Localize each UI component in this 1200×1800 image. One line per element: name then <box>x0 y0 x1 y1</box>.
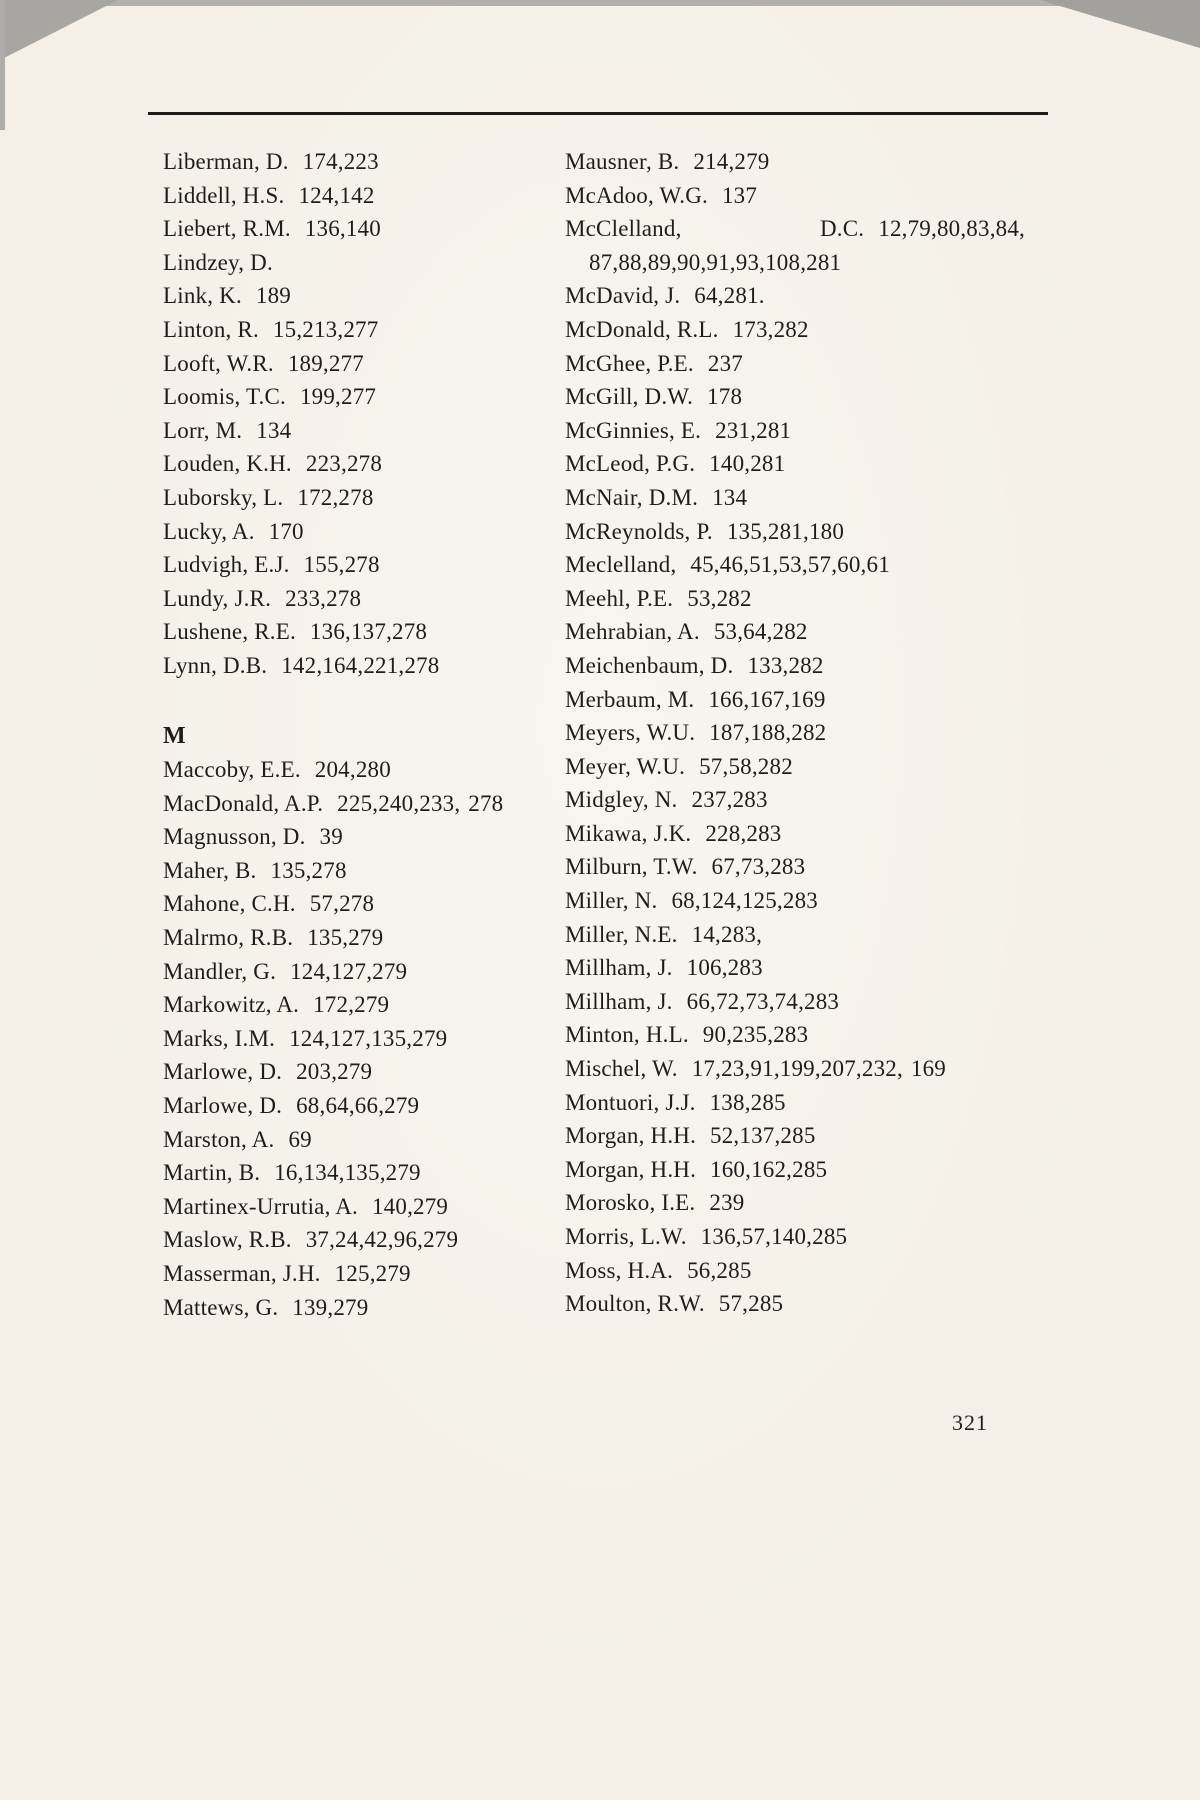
index-entry <box>565 179 1025 213</box>
page-numbers: 189,277 <box>287 350 364 376</box>
index-entry <box>163 548 513 582</box>
author-name: Lucky, A. <box>163 518 255 544</box>
author-name: MacDonald, A.P. <box>163 790 324 816</box>
author-name: McGhee, P.E. <box>565 350 694 376</box>
author-name: Mehrabian, A. <box>565 619 700 645</box>
page-numbers: 37,24,42,96,279 <box>305 1227 459 1253</box>
author-name: Marlowe, D. <box>163 1059 283 1085</box>
author-name: Miller, N. <box>565 888 658 914</box>
index-entry <box>565 615 1025 649</box>
author-name: McDonald, R.L. <box>565 316 719 342</box>
index-entry <box>565 1186 1025 1220</box>
horizontal-rule <box>148 112 1048 115</box>
page-numbers: 173,282 <box>732 316 809 342</box>
page-numbers: 53,64,282 <box>713 619 808 645</box>
author-name: Ludvigh, E.J. <box>163 552 290 578</box>
author-name: Lushene, R.E. <box>163 619 296 645</box>
page-numbers: 90,235,283 <box>702 1022 809 1048</box>
page-numbers: 68,64,66,279 <box>296 1093 420 1119</box>
index-entry <box>163 955 513 989</box>
index-entry <box>163 582 513 616</box>
author-name: Maccoby, E.E. <box>163 757 301 783</box>
index-entry <box>565 783 1025 817</box>
page-numbers: 124,127,135,279 <box>289 1025 448 1051</box>
page-numbers: 199,277 <box>299 384 377 410</box>
author-name: Mahone, C.H. <box>163 891 296 917</box>
author-name: McAdoo, W.G. <box>565 182 708 208</box>
page-numbers: 16,134,135,279 <box>274 1160 421 1186</box>
author-name: Martin, B. <box>163 1160 261 1186</box>
page-numbers: 124,127,279 <box>290 958 408 984</box>
author-name: Markowitz, A. <box>163 992 300 1018</box>
author-name: Marks, I.M. <box>163 1025 276 1051</box>
index-entry <box>163 1291 513 1325</box>
author-name: Meyers, W.U. <box>565 720 696 746</box>
index-entry <box>565 414 1025 448</box>
page-numbers: 68,124,125,283 <box>671 888 818 914</box>
author-name: Mischel, W. <box>565 1056 678 1082</box>
index-entry <box>565 313 1025 347</box>
section-letter-m: M <box>163 722 186 749</box>
author-name: McClelland, D.C. <box>565 216 865 242</box>
author-name: Marston, A. <box>163 1126 275 1152</box>
page-numbers: 223,278 <box>305 451 383 477</box>
index-entry <box>163 1257 513 1291</box>
index-entry <box>565 649 1025 683</box>
author-name: Montuori, J.J. <box>565 1089 696 1115</box>
author-name: McReynolds, P. <box>565 518 713 544</box>
author-name: Morris, L.W. <box>565 1224 687 1249</box>
index-entry <box>565 1254 1025 1288</box>
author-name: Minton, H.L. <box>565 1022 689 1048</box>
page-numbers: 15,213,277 <box>272 316 379 342</box>
author-name: Midgley, N. <box>565 787 678 813</box>
index-entry <box>163 481 513 515</box>
page-numbers: 133,282 <box>747 652 824 678</box>
page-numbers: 237 <box>707 350 743 376</box>
page-numbers: 178 <box>707 384 743 410</box>
page-numbers: 69 <box>288 1126 312 1152</box>
index-entry <box>163 1223 513 1257</box>
page-numbers: 57,278 <box>309 891 375 917</box>
page-numbers: 67,73,283 <box>711 854 806 880</box>
index-entry <box>163 347 513 381</box>
page-numbers: 135,281,180 <box>726 518 845 544</box>
index-entry <box>565 515 1025 549</box>
page-numbers: 124,142 <box>298 182 375 208</box>
author-name: Maslow, R.B. <box>163 1227 292 1253</box>
page-numbers: 138,285 <box>709 1089 786 1115</box>
page-numbers: 239 <box>709 1190 745 1216</box>
index-entry <box>565 279 1025 313</box>
index-entry <box>163 414 513 448</box>
index-entry <box>565 1052 1025 1086</box>
index-entry <box>163 1190 513 1224</box>
index-entry <box>565 1018 1025 1052</box>
page-numbers: 237,283 <box>691 787 768 813</box>
page-numbers: 214,279 <box>693 149 770 174</box>
page-numbers: 56,285 <box>687 1257 752 1283</box>
page-numbers: 172,278 <box>297 484 374 510</box>
index-entry <box>163 854 513 888</box>
page-numbers: 139,279 <box>292 1294 369 1320</box>
author-name: Link, K. <box>163 283 242 309</box>
page-numbers: 12,79,80,83,84, 87,88,89,90,91,93,108,281 <box>589 216 1025 275</box>
author-name: Morosko, I.E. <box>565 1190 696 1216</box>
page-numbers: 134 <box>256 417 292 443</box>
index-entry <box>565 918 1025 952</box>
page-numbers: 166,167,169 <box>708 686 826 712</box>
index-entry <box>163 447 513 481</box>
index-entry <box>163 820 513 854</box>
index-entry <box>565 817 1025 851</box>
index-entry <box>163 1055 513 1089</box>
page-numbers: 57,58,282 <box>699 753 793 779</box>
page-numbers: 225,240,233, 278 <box>337 790 504 816</box>
page-numbers: 64,281. <box>694 283 765 309</box>
page-numbers: 137 <box>721 182 758 208</box>
author-name: Milburn, T.W. <box>565 854 698 880</box>
author-name: McGinnies, E. <box>565 417 702 443</box>
author-name: Liddell, H.S. <box>163 182 285 208</box>
page-numbers: 155,278 <box>303 552 380 578</box>
index-entry <box>163 1156 513 1190</box>
author-name: Lynn, D.B. <box>163 652 268 678</box>
author-name: McLeod, P.G. <box>565 451 696 477</box>
page-numbers: 136,140 <box>304 216 381 242</box>
page-numbers: 203,279 <box>296 1059 373 1085</box>
scan-edge-top <box>0 0 1200 6</box>
page-numbers: 14,283, <box>691 921 763 947</box>
index-entry <box>163 1089 513 1123</box>
page-numbers: 233,278 <box>285 585 362 611</box>
author-name: Miller, N.E. <box>565 921 678 947</box>
scan-edge-left <box>0 0 5 130</box>
author-name: Meichenbaum, D. <box>565 652 734 678</box>
index-entry <box>163 212 513 246</box>
index-entry <box>565 447 1025 481</box>
author-name: Lorr, M. <box>163 417 243 443</box>
index-entry <box>163 921 513 955</box>
page-numbers: 135,279 <box>307 925 384 951</box>
index-entry <box>163 887 513 921</box>
author-name: Loomis, T.C. <box>163 384 286 410</box>
index-entry <box>565 1119 1025 1153</box>
page-numbers: 140,279 <box>371 1193 449 1219</box>
author-name: Lindzey, D. <box>163 249 273 275</box>
page-numbers: 228,283 <box>705 820 782 846</box>
index-entry <box>565 1153 1025 1187</box>
page-numbers: 17,23,91,199,207,232, 169 <box>691 1056 946 1082</box>
author-name: Looft, W.R. <box>163 350 274 376</box>
author-name: Morgan, H.H. <box>565 1123 697 1149</box>
index-entry <box>565 850 1025 884</box>
author-name: Martinex-Urrutia, A. <box>163 1193 358 1219</box>
index-column-left <box>163 145 513 1324</box>
page-numbers: 53,282 <box>687 585 752 611</box>
index-entry <box>163 649 513 683</box>
page-numbers: 106,283 <box>686 955 763 981</box>
page-numbers: 170 <box>268 518 304 544</box>
index-entry <box>565 750 1025 784</box>
page-numbers: 189 <box>255 283 292 309</box>
index-entry <box>565 683 1025 717</box>
index-entry <box>565 582 1025 616</box>
index-entry <box>565 145 1025 179</box>
index-entry <box>565 985 1025 1019</box>
page-numbers: 174,223 <box>302 149 379 174</box>
author-name: Moss, H.A. <box>565 1257 674 1283</box>
author-name: Meyer, W.U. <box>565 753 686 779</box>
author-name: McGill, D.W. <box>565 384 694 410</box>
page-numbers: 125,279 <box>334 1261 411 1286</box>
page-numbers: 134 <box>712 484 748 510</box>
index-entry <box>163 787 513 821</box>
author-name: Liberman, D. <box>163 149 289 174</box>
index-content <box>163 145 1075 1324</box>
author-name: Linton, R. <box>163 316 259 342</box>
index-entry <box>163 279 513 313</box>
page-numbers: 66,72,73,74,283 <box>686 988 840 1014</box>
index-entry <box>163 380 513 414</box>
author-name: Meclelland, <box>565 552 677 578</box>
page-numbers: 160,162,285 <box>710 1156 828 1182</box>
index-entry <box>565 716 1025 750</box>
index-entry <box>163 313 513 347</box>
index-entry <box>565 951 1025 985</box>
index-entry <box>565 481 1025 515</box>
page-numbers: 39 <box>319 824 343 850</box>
author-name: Mattews, G. <box>163 1294 279 1320</box>
author-name: Louden, K.H. <box>163 451 292 477</box>
author-name: Millham, J. <box>565 955 673 981</box>
index-entry <box>565 1220 1025 1254</box>
author-name: McNair, D.M. <box>565 484 699 510</box>
page-numbers: 57,285 <box>718 1291 784 1317</box>
author-name: Malrmo, R.B. <box>163 925 294 951</box>
index-entry <box>565 548 1025 582</box>
index-entry <box>163 615 513 649</box>
author-name: Luborsky, L. <box>163 484 284 510</box>
author-name: Marlowe, D. <box>163 1093 283 1119</box>
page-numbers: 172,279 <box>313 992 390 1018</box>
index-entry <box>163 179 513 213</box>
index-entry <box>163 988 513 1022</box>
page-numbers: 140,281 <box>709 451 786 477</box>
index-entry <box>163 1123 513 1157</box>
page-numbers: 135,278 <box>270 857 347 883</box>
index-entry <box>565 212 1025 279</box>
author-name: Mikawa, J.K. <box>565 820 692 846</box>
index-entry <box>565 1287 1025 1321</box>
author-name: Magnusson, D. <box>163 824 306 850</box>
author-name: Morgan, H.H. <box>565 1156 697 1182</box>
author-name: Liebert, R.M. <box>163 216 291 242</box>
author-name: Meehl, P.E. <box>565 585 674 611</box>
index-entry <box>163 145 513 179</box>
author-name: Masserman, J.H. <box>163 1261 321 1286</box>
page-numbers: 136,57,140,285 <box>700 1224 848 1249</box>
author-name: Lundy, J.R. <box>163 585 272 611</box>
index-entry <box>565 884 1025 918</box>
index-entry <box>565 380 1025 414</box>
index-column-right <box>565 145 1025 1321</box>
author-name: Merbaum, M. <box>565 686 695 712</box>
author-name: Moulton, R.W. <box>565 1291 705 1317</box>
page-numbers: 231,281 <box>715 417 792 443</box>
index-entry <box>163 1022 513 1056</box>
page-numbers: 45,46,51,53,57,60,61 <box>690 552 890 578</box>
index-entry <box>565 1086 1025 1120</box>
author-name: Mandler, G. <box>163 958 277 984</box>
page-numbers: 142,164,221,278 <box>281 652 440 678</box>
index-entry <box>565 347 1025 381</box>
author-name: Maher, B. <box>163 857 257 883</box>
index-entry <box>163 753 513 787</box>
author-name: Millham, J. <box>565 988 673 1014</box>
author-name: McDavid, J. <box>565 283 681 309</box>
scan-corner-top-left <box>0 0 118 60</box>
scan-corner-top-right <box>1040 0 1200 48</box>
page-numbers: 52,137,285 <box>710 1123 816 1149</box>
author-name: Mausner, B. <box>565 149 680 174</box>
page-number: 321 <box>952 1410 988 1435</box>
page-numbers: 187,188,282 <box>709 720 827 746</box>
page-numbers: 204,280 <box>314 757 391 783</box>
page-numbers: 136,137,278 <box>309 619 428 645</box>
index-entry <box>163 515 513 549</box>
index-entry <box>163 246 513 280</box>
